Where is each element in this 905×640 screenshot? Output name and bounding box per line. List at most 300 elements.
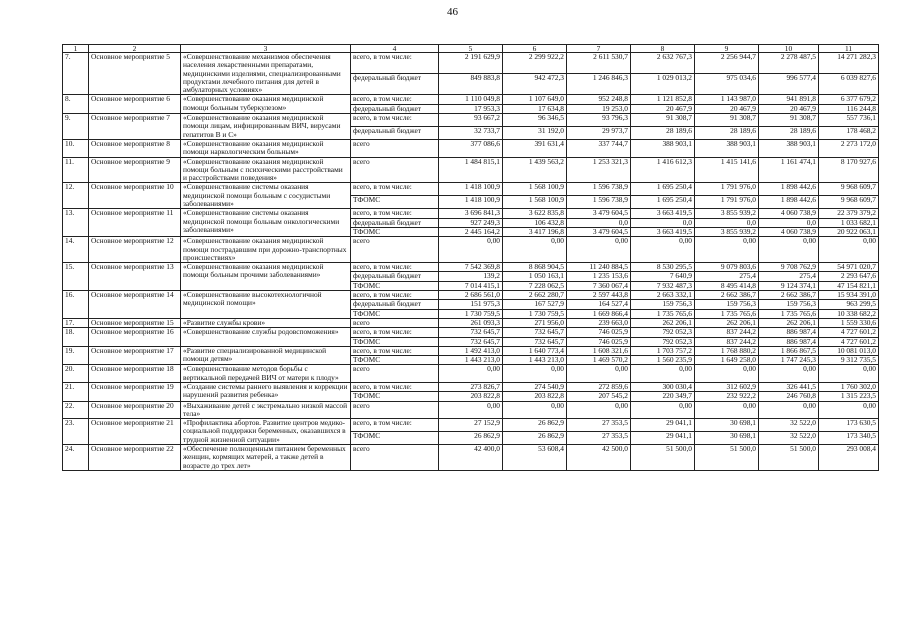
year-value: 1 596 738,9 [567, 183, 631, 196]
year-value: 1 235 153,6 [567, 272, 631, 281]
row-number: 19. [63, 346, 89, 365]
year-value: 1 669 866,4 [567, 309, 631, 318]
year-value: 388 903,1 [695, 139, 759, 157]
table-row [63, 382, 879, 391]
column-number: 8 [631, 45, 695, 53]
total-value: 1 760 302,0 [819, 382, 879, 391]
funding-source: ТФОМС [351, 227, 439, 236]
funding-source: всего [351, 139, 439, 157]
year-value: 28 189,6 [695, 127, 759, 140]
activity-name: Основное мероприятие 8 [89, 139, 181, 157]
year-value: 7 932 487,3 [631, 281, 695, 290]
column-number: 4 [351, 45, 439, 53]
table-row [63, 419, 879, 432]
row-number: 9. [63, 114, 89, 140]
year-value: 2 663 332,1 [631, 291, 695, 300]
year-value: 7 228 062,5 [503, 281, 567, 290]
year-value: 27 353,5 [567, 419, 631, 432]
year-value: 27 353,5 [567, 432, 631, 445]
year-value: 3 855 939,2 [695, 209, 759, 218]
year-value: 159 756,3 [631, 300, 695, 309]
year-value: 1 161 474,1 [759, 157, 819, 183]
page-number: 46 [447, 6, 458, 18]
year-value: 42 400,0 [439, 445, 503, 471]
year-value: 1 568 100,9 [503, 196, 567, 209]
year-value: 886 987,4 [759, 337, 819, 346]
funding-source: федеральный бюджет [351, 272, 439, 281]
total-value: 9 968 609,7 [819, 183, 879, 196]
year-value: 3 479 604,5 [567, 209, 631, 218]
year-value: 32 522,0 [759, 419, 819, 432]
funding-source: ТФОМС [351, 281, 439, 290]
total-value: 0,00 [819, 401, 879, 419]
funding-source: всего [351, 318, 439, 327]
year-value: 0,00 [503, 237, 567, 263]
year-value: 1 560 235,9 [631, 356, 695, 365]
year-value: 9 124 374,1 [759, 281, 819, 290]
activity-name: Основное мероприятие 9 [89, 157, 181, 183]
year-value: 91 308,7 [759, 114, 819, 127]
year-value: 167 527,9 [503, 300, 567, 309]
year-value: 29 041,1 [631, 432, 695, 445]
funding-source: всего, в том числе: [351, 291, 439, 300]
total-value: 54 971 020,7 [819, 263, 879, 272]
year-value: 275,4 [759, 272, 819, 281]
year-value: 300 030,4 [631, 382, 695, 391]
activity-name: Основное мероприятие 19 [89, 382, 181, 401]
year-value: 0,00 [759, 401, 819, 419]
year-value: 20 467,9 [695, 104, 759, 113]
total-value: 173 340,5 [819, 432, 879, 445]
year-value: 792 052,3 [631, 328, 695, 337]
year-value: 30 698,1 [695, 432, 759, 445]
table-row [63, 95, 879, 104]
table-body [63, 53, 879, 471]
year-value: 159 756,3 [759, 300, 819, 309]
activity-description: «Профилактика абортов. Развитие центров медико-социальной поддержки беременных, оказавшихся в трудной жизненной ситуации» [181, 419, 351, 445]
activity-name: Основное мероприятие 18 [89, 365, 181, 383]
funding-source: федеральный бюджет [351, 127, 439, 140]
year-value: 29 041,1 [631, 419, 695, 432]
year-value: 0,00 [567, 237, 631, 263]
total-value: 1 315 223,5 [819, 392, 879, 401]
year-value: 1 418 100,9 [439, 183, 503, 196]
total-value: 9 312 735,5 [819, 356, 879, 365]
year-value: 96 346,5 [503, 114, 567, 127]
funding-source: всего, в том числе: [351, 209, 439, 218]
column-number: 1 [63, 45, 89, 53]
year-value: 1 695 250,4 [631, 196, 695, 209]
year-value: 0,00 [631, 365, 695, 383]
column-number: 6 [503, 45, 567, 53]
column-number: 10 [759, 45, 819, 53]
year-value: 391 631,4 [503, 139, 567, 157]
activity-description: «Совершенствование оказания медицинской помощи наркологическим больным» [181, 139, 351, 157]
year-value: 93 796,3 [567, 114, 631, 127]
row-number: 17. [63, 318, 89, 327]
row-number: 18. [63, 328, 89, 347]
year-value: 1 443 213,0 [503, 356, 567, 365]
year-value: 1 246 846,3 [567, 74, 631, 95]
year-value: 7 542 369,8 [439, 263, 503, 272]
activity-name: Основное мероприятие 14 [89, 291, 181, 319]
total-value: 20 922 063,1 [819, 227, 879, 236]
year-value: 275,4 [695, 272, 759, 281]
year-value: 1 898 442,6 [759, 183, 819, 196]
table-row [63, 237, 879, 263]
activity-description: «Обеспечение полноценным питанием беременных женщин, кормящих матерей, а также детей в возрасте до трех лет» [181, 445, 351, 471]
funding-source: федеральный бюджет [351, 104, 439, 113]
year-value: 1 735 765,6 [631, 309, 695, 318]
year-value: 1 735 765,6 [695, 309, 759, 318]
year-value: 7 360 067,4 [567, 281, 631, 290]
total-value: 0,00 [819, 365, 879, 383]
year-value: 975 034,6 [695, 74, 759, 95]
activity-description: «Совершенствование службы родовспоможения» [181, 328, 351, 347]
year-value: 0,0 [695, 218, 759, 227]
year-value: 30 698,1 [695, 419, 759, 432]
year-value: 139,2 [439, 272, 503, 281]
year-value: 0,00 [759, 365, 819, 383]
year-value: 732 645,7 [503, 337, 567, 346]
year-value: 2 278 487,5 [759, 53, 819, 74]
funding-source: всего [351, 365, 439, 383]
activity-name: Основное мероприятие 16 [89, 328, 181, 347]
year-value: 1 050 163,1 [503, 272, 567, 281]
year-value: 28 189,6 [631, 127, 695, 140]
row-number: 14. [63, 237, 89, 263]
total-value: 173 630,5 [819, 419, 879, 432]
table-row [63, 346, 879, 355]
year-value: 377 086,6 [439, 139, 503, 157]
year-value: 42 500,0 [567, 445, 631, 471]
year-value: 106 432,8 [503, 218, 567, 227]
year-value: 1 443 213,0 [439, 356, 503, 365]
year-value: 388 903,1 [759, 139, 819, 157]
year-value: 1 735 765,6 [759, 309, 819, 318]
activity-name: Основное мероприятие 17 [89, 346, 181, 365]
total-value: 4 727 601,2 [819, 328, 879, 337]
year-value: 837 244,2 [695, 337, 759, 346]
year-value: 2 256 944,7 [695, 53, 759, 74]
funding-source: ТФОМС [351, 392, 439, 401]
year-value: 1 640 773,4 [503, 346, 567, 355]
column-number-row [63, 45, 879, 53]
funding-source: ТФОМС [351, 196, 439, 209]
year-value: 388 903,1 [631, 139, 695, 157]
year-value: 1 568 100,9 [503, 183, 567, 196]
table-row [63, 183, 879, 196]
year-value: 8 530 295,5 [631, 263, 695, 272]
year-value: 952 248,8 [567, 95, 631, 104]
year-value: 0,00 [695, 365, 759, 383]
year-value: 26 862,9 [503, 419, 567, 432]
funding-source: ТФОМС [351, 432, 439, 445]
funding-source: федеральный бюджет [351, 74, 439, 95]
row-number: 24. [63, 445, 89, 471]
year-value: 0,00 [695, 237, 759, 263]
funding-source: всего [351, 157, 439, 183]
funding-source: федеральный бюджет [351, 300, 439, 309]
year-value: 746 025,9 [567, 337, 631, 346]
year-value: 26 862,9 [503, 432, 567, 445]
year-value: 8 495 414,8 [695, 281, 759, 290]
year-value: 0,00 [695, 401, 759, 419]
year-value: 203 822,8 [439, 392, 503, 401]
row-number: 11. [63, 157, 89, 183]
year-value: 2 445 164,2 [439, 227, 503, 236]
row-number: 23. [63, 419, 89, 445]
year-value: 159 756,3 [695, 300, 759, 309]
table-row [63, 328, 879, 337]
year-value: 1 898 442,6 [759, 196, 819, 209]
row-number: 22. [63, 401, 89, 419]
year-value: 91 308,7 [631, 114, 695, 127]
activity-name: Основное мероприятие 11 [89, 209, 181, 237]
year-value: 203 822,8 [503, 392, 567, 401]
year-value: 792 052,3 [631, 337, 695, 346]
year-value: 1 730 759,5 [503, 309, 567, 318]
year-value: 4 060 738,9 [759, 227, 819, 236]
year-value: 837 244,2 [695, 328, 759, 337]
column-number: 9 [695, 45, 759, 53]
year-value: 1 791 976,0 [695, 196, 759, 209]
year-value: 3 417 196,8 [503, 227, 567, 236]
year-value: 0,00 [567, 401, 631, 419]
total-value: 4 727 601,2 [819, 337, 879, 346]
year-value: 942 472,3 [503, 74, 567, 95]
year-value: 1 143 987,0 [695, 95, 759, 104]
year-value: 1 416 612,3 [631, 157, 695, 183]
funding-source: всего [351, 445, 439, 471]
year-value: 0,00 [759, 237, 819, 263]
year-value: 1 730 759,5 [439, 309, 503, 318]
year-value: 732 645,7 [439, 337, 503, 346]
year-value: 273 826,7 [439, 382, 503, 391]
total-value: 963 299,5 [819, 300, 879, 309]
total-value: 8 170 927,6 [819, 157, 879, 183]
year-value: 3 696 841,3 [439, 209, 503, 218]
year-value: 1 608 321,6 [567, 346, 631, 355]
activity-name: Основное мероприятие 7 [89, 114, 181, 140]
year-value: 732 645,7 [503, 328, 567, 337]
year-value: 9 079 803,6 [695, 263, 759, 272]
activity-name: Основное мероприятие 20 [89, 401, 181, 419]
year-value: 53 608,4 [503, 445, 567, 471]
table-row [63, 401, 879, 419]
column-number: 5 [439, 45, 503, 53]
table-row [63, 318, 879, 327]
table-row [63, 157, 879, 183]
year-value: 1 110 049,8 [439, 95, 503, 104]
activity-description: «Совершенствование системы оказания медицинской помощи больным с сосудистыми заболеваниями» [181, 183, 351, 209]
total-value: 2 293 647,6 [819, 272, 879, 281]
year-value: 1 747 245,3 [759, 356, 819, 365]
table-row [63, 114, 879, 127]
row-number: 10. [63, 139, 89, 157]
year-value: 1 469 570,2 [567, 356, 631, 365]
total-value: 10 338 682,2 [819, 309, 879, 318]
year-value: 26 862,9 [439, 432, 503, 445]
year-value: 0,00 [503, 401, 567, 419]
row-number: 16. [63, 291, 89, 319]
year-value: 0,0 [567, 218, 631, 227]
funding-source: всего, в том числе: [351, 95, 439, 104]
year-value: 886 987,4 [759, 328, 819, 337]
year-value: 9 708 762,9 [759, 263, 819, 272]
total-value: 1 559 330,6 [819, 318, 879, 327]
year-value: 20 467,9 [759, 104, 819, 113]
year-value: 1 596 738,9 [567, 196, 631, 209]
year-value: 3 622 835,8 [503, 209, 567, 218]
row-number: 20. [63, 365, 89, 383]
year-value: 32 733,7 [439, 127, 503, 140]
year-value: 2 299 922,2 [503, 53, 567, 74]
row-number: 12. [63, 183, 89, 209]
year-value: 1 415 141,6 [695, 157, 759, 183]
year-value: 337 744,7 [567, 139, 631, 157]
year-value: 31 192,0 [503, 127, 567, 140]
year-value: 0,00 [503, 365, 567, 383]
activity-description: «Совершенствование механизмов обеспечения населения лекарственными препаратами, медицинскими изделиями, специализированными продуктами лечебного питания для детей в амбулаторных условиях» [181, 53, 351, 95]
financing-table [62, 44, 879, 471]
year-value: 2 662 280,7 [503, 291, 567, 300]
year-value: 3 479 604,5 [567, 227, 631, 236]
column-number: 11 [819, 45, 879, 53]
row-number: 8. [63, 95, 89, 114]
funding-source: ТФОМС [351, 309, 439, 318]
activity-description: «Совершенствование системы оказания медицинской помощи больным онкологическими заболеваниями» [181, 209, 351, 237]
year-value: 164 527,4 [567, 300, 631, 309]
year-value: 996 577,4 [759, 74, 819, 95]
year-value: 0,00 [439, 365, 503, 383]
year-value: 0,00 [439, 237, 503, 263]
year-value: 91 308,7 [695, 114, 759, 127]
year-value: 0,0 [759, 218, 819, 227]
funding-source: всего, в том числе: [351, 382, 439, 391]
year-value: 239 663,0 [567, 318, 631, 327]
row-number: 15. [63, 263, 89, 291]
activity-description: «Совершенствование методов борьбы с вертикальной передачей ВИЧ от матери к плоду» [181, 365, 351, 383]
year-value: 207 545,2 [567, 392, 631, 401]
year-value: 32 522,0 [759, 432, 819, 445]
year-value: 2 632 767,3 [631, 53, 695, 74]
year-value: 274 540,9 [503, 382, 567, 391]
year-value: 51 500,0 [631, 445, 695, 471]
activity-description: «Совершенствование оказания медицинской помощи больным с психическими расстройствами и расстройствами поведения» [181, 157, 351, 183]
activity-name: Основное мероприятие 10 [89, 183, 181, 209]
row-number: 7. [63, 53, 89, 95]
year-value: 2 597 443,8 [567, 291, 631, 300]
year-value: 1 253 321,3 [567, 157, 631, 183]
year-value: 232 922,2 [695, 392, 759, 401]
activity-name: Основное мероприятие 21 [89, 419, 181, 445]
activity-description: «Создание системы раннего выявления и коррекции нарушений развития ребенка» [181, 382, 351, 401]
table-row [63, 139, 879, 157]
activity-name: Основное мероприятие 12 [89, 237, 181, 263]
year-value: 3 663 419,5 [631, 227, 695, 236]
year-value: 261 093,3 [439, 318, 503, 327]
funding-source: всего [351, 237, 439, 263]
year-value: 849 883,8 [439, 74, 503, 95]
year-value: 262 206,1 [631, 318, 695, 327]
total-value: 22 379 379,2 [819, 209, 879, 218]
table-row [63, 263, 879, 272]
total-value: 178 468,2 [819, 127, 879, 140]
year-value: 1 791 976,0 [695, 183, 759, 196]
year-value: 3 663 419,5 [631, 209, 695, 218]
year-value: 51 500,0 [759, 445, 819, 471]
funding-source: всего, в том числе: [351, 114, 439, 127]
year-value: 927 249,3 [439, 218, 503, 227]
year-value: 1 418 100,9 [439, 196, 503, 209]
funding-source: всего, в том числе: [351, 53, 439, 74]
column-number: 7 [567, 45, 631, 53]
year-value: 1 492 413,0 [439, 346, 503, 355]
funding-source: ТФОМС [351, 337, 439, 346]
year-value: 0,00 [567, 365, 631, 383]
year-value: 2 662 386,7 [695, 291, 759, 300]
year-value: 0,00 [631, 401, 695, 419]
year-value: 11 240 884,5 [567, 263, 631, 272]
year-value: 17 953,3 [439, 104, 503, 113]
year-value: 220 349,7 [631, 392, 695, 401]
total-value: 1 033 682,1 [819, 218, 879, 227]
year-value: 27 152,9 [439, 419, 503, 432]
row-number: 13. [63, 209, 89, 237]
funding-source: всего, в том числе: [351, 328, 439, 337]
total-value: 6 039 827,6 [819, 74, 879, 95]
year-value: 28 189,6 [759, 127, 819, 140]
funding-source: всего [351, 401, 439, 419]
year-value: 4 060 738,9 [759, 209, 819, 218]
table-row [63, 291, 879, 300]
year-value: 1 703 757,2 [631, 346, 695, 355]
table-row [63, 53, 879, 74]
funding-source: всего, в том числе: [351, 183, 439, 196]
total-value: 557 736,1 [819, 114, 879, 127]
year-value: 151 975,3 [439, 300, 503, 309]
total-value: 2 273 172,0 [819, 139, 879, 157]
total-value: 9 968 609,7 [819, 196, 879, 209]
year-value: 51 500,0 [695, 445, 759, 471]
total-value: 0,00 [819, 237, 879, 263]
year-value: 272 859,6 [567, 382, 631, 391]
year-value: 941 891,8 [759, 95, 819, 104]
total-value: 10 081 013,0 [819, 346, 879, 355]
year-value: 1 768 880,2 [695, 346, 759, 355]
activity-name: Основное мероприятие 13 [89, 263, 181, 291]
year-value: 271 956,0 [503, 318, 567, 327]
activity-description: «Совершенствование оказания медицинской помощи больным туберкулезом» [181, 95, 351, 114]
activity-name: Основное мероприятие 6 [89, 95, 181, 114]
year-value: 7 640,9 [631, 272, 695, 281]
column-number: 3 [181, 45, 351, 53]
table-row [63, 445, 879, 471]
year-value: 0,00 [631, 237, 695, 263]
total-value: 15 934 391,0 [819, 291, 879, 300]
year-value: 8 868 904,5 [503, 263, 567, 272]
funding-source: всего, в том числе: [351, 419, 439, 432]
year-value: 7 014 415,1 [439, 281, 503, 290]
total-value: 116 244,8 [819, 104, 879, 113]
funding-source: ТФОМС [351, 356, 439, 365]
total-value: 293 008,4 [819, 445, 879, 471]
year-value: 2 611 530,7 [567, 53, 631, 74]
year-value: 262 206,1 [759, 318, 819, 327]
funding-source: федеральный бюджет [351, 218, 439, 227]
activity-description: «Выхаживание детей с экстремально низкой массой тела» [181, 401, 351, 419]
